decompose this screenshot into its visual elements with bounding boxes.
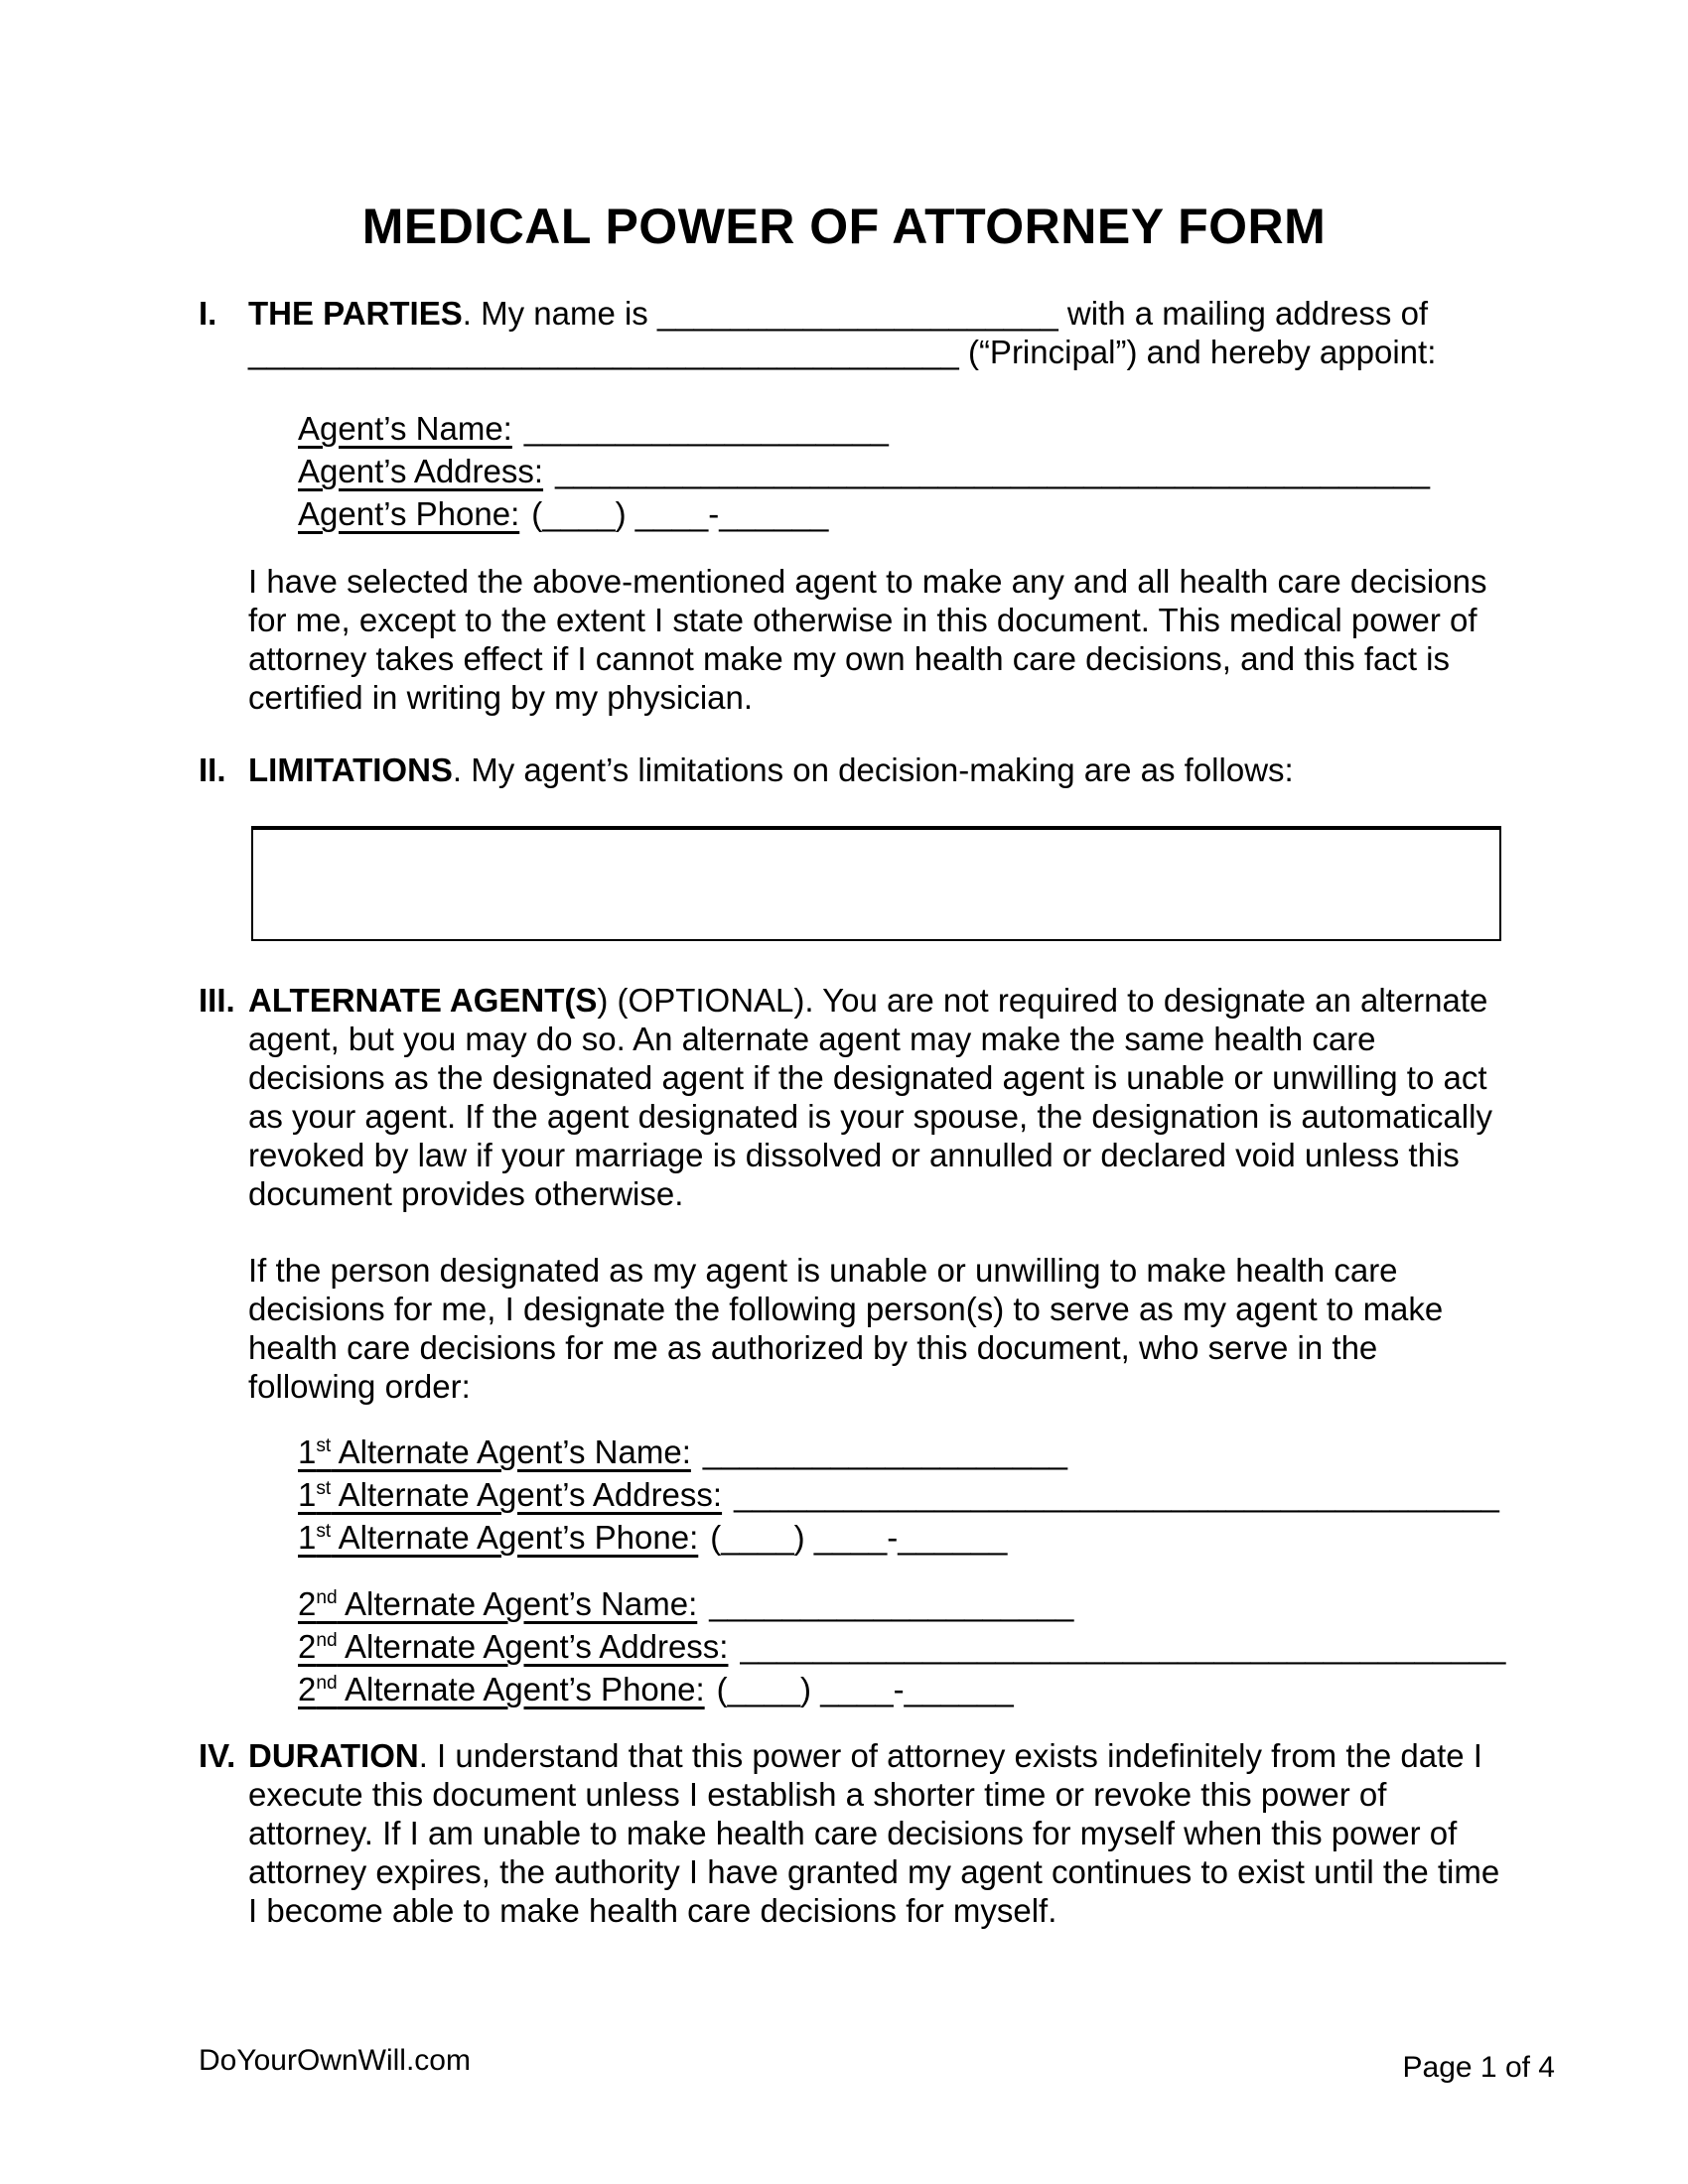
alt1-phone-blank[interactable]: (____) ____-______ xyxy=(710,1519,1008,1556)
first-alternate-agent-fields xyxy=(298,1431,1499,1559)
parties-after-address-text: (“Principal”) and hereby appoint: xyxy=(958,334,1437,370)
parties-paragraph: I have selected the above-mentioned agent to make any and all health care decisions for me, except to the extent I state otherwise in this document. This medical power of attorney takes effect if I cannot make my own health care decisions, and this fact is certified in writing by my physician. xyxy=(248,563,1487,716)
alt2-address-row xyxy=(298,1625,1505,1668)
alt1-name-row xyxy=(298,1431,1499,1473)
alt1-address-label: 1st Alternate Agent’s Address: xyxy=(298,1476,723,1513)
agent-phone-label: Agent’s Phone: xyxy=(298,495,520,532)
alt1-phone-label: 1st Alternate Agent’s Phone: xyxy=(298,1519,699,1556)
agent-name-blank[interactable]: ____________________ xyxy=(523,410,889,447)
alt2-phone-row xyxy=(298,1668,1505,1710)
section-parties-heading: THE PARTIES xyxy=(248,295,463,332)
parties-after-name-text: with a mailing address of xyxy=(1057,295,1429,332)
alt1-phone-row xyxy=(298,1516,1499,1559)
alt2-phone-blank[interactable]: (____) ____-______ xyxy=(716,1671,1014,1707)
agent-name-row xyxy=(298,407,1430,450)
agent-name-label: Agent’s Name: xyxy=(298,410,512,447)
alt1-address-row xyxy=(298,1473,1499,1516)
section-alternate xyxy=(199,981,1504,1213)
page-title: MEDICAL POWER OF ATTORNEY FORM xyxy=(361,199,1327,254)
alt1-name-blank[interactable]: ____________________ xyxy=(702,1433,1067,1470)
principal-name-blank[interactable]: ______________________ xyxy=(656,295,1058,332)
alt2-address-label: 2nd Alternate Agent’s Address: xyxy=(298,1628,729,1665)
alt1-name-label: 1st Alternate Agent’s Name: xyxy=(298,1433,691,1470)
section-alternate-numeral: III. xyxy=(199,982,235,1019)
section-alternate-text xyxy=(248,981,1504,1213)
agent-phone-blank[interactable]: (____) ____-______ xyxy=(531,495,829,532)
alt2-name-row xyxy=(298,1582,1505,1625)
agent-address-blank[interactable]: ________________________________________________ xyxy=(555,453,1431,489)
alt1-address-blank[interactable]: __________________________________________ xyxy=(734,1476,1499,1513)
limitations-input-box[interactable] xyxy=(251,826,1501,941)
agent-address-row xyxy=(298,450,1430,492)
alt2-name-ordinal-suffix: nd xyxy=(316,1587,338,1608)
footer-site-text: DoYourOwnWill.com xyxy=(199,2044,471,2077)
section-alternate-heading: ALTERNATE AGENT(S xyxy=(248,982,598,1019)
limitations-intro-text: . My agent’s limitations on decision-making are as follows: xyxy=(452,751,1294,788)
section-limitations-numeral: II. xyxy=(199,751,226,788)
section-limitations xyxy=(199,751,1504,789)
footer-page-number: Page 1 of 4 xyxy=(1402,2051,1555,2084)
alt2-name-blank[interactable]: ____________________ xyxy=(709,1585,1074,1622)
alt2-name-label: 2nd Alternate Agent’s Name: xyxy=(298,1585,698,1622)
page-footer xyxy=(199,2043,1555,2084)
section-duration-numeral: IV. xyxy=(199,1737,236,1774)
alternate-paragraph: If the person designated as my agent is unable or unwilling to make health care decisions for me, I designate the following person(s) to serve as my agent to make health care decisions for me as authorized by this document, who serve in the following order: xyxy=(248,1252,1444,1405)
alt1-address-ordinal-suffix: st xyxy=(316,1478,332,1499)
alt1-phone-ordinal-suffix: st xyxy=(316,1521,332,1542)
principal-address-blank[interactable]: _______________________________________ xyxy=(248,334,959,370)
agent-fields xyxy=(298,407,1430,535)
section-limitations-text xyxy=(248,751,1504,789)
agent-address-label: Agent’s Address: xyxy=(298,453,544,489)
section-duration-heading: DURATION xyxy=(248,1737,419,1774)
section-parties-numeral: I. xyxy=(199,295,217,332)
section-duration xyxy=(199,1736,1504,1930)
second-alternate-agent-fields xyxy=(298,1582,1505,1710)
alt2-address-ordinal-suffix: nd xyxy=(316,1630,338,1651)
alt1-name-ordinal-suffix: st xyxy=(316,1435,332,1456)
alt2-phone-ordinal-suffix: nd xyxy=(316,1673,338,1694)
parties-intro-text: . My name is xyxy=(462,295,657,332)
agent-phone-row xyxy=(298,492,1430,535)
alternate-intro-text: ) (OPTIONAL). You are not required to designate an alternate agent, but you may do so. An alternate agent may make the same health care decisions as the designated agent if the designated agent is unable or unwilling to act as your agent. If the agent designated is your spouse, the designation is automatically revoked by law if your marriage is dissolved or annulled or declared void unless this document provides otherwise. xyxy=(248,982,1492,1212)
section-parties xyxy=(199,294,1504,371)
section-limitations-heading: LIMITATIONS xyxy=(248,751,453,788)
alt2-address-blank[interactable]: __________________________________________ xyxy=(740,1628,1506,1665)
alt2-phone-label: 2nd Alternate Agent’s Phone: xyxy=(298,1671,705,1707)
section-parties-text xyxy=(248,294,1504,371)
section-duration-text xyxy=(248,1736,1504,1930)
duration-body-text: . I understand that this power of attorney exists indefinitely from the date I execute this document unless I establish a shorter time or revoke this power of attorney. If I am unable to make health care decisions for myself when this power of attorney expires, the authority I have granted my agent continues to exist until the time I become able to make health care decisions for myself. xyxy=(248,1737,1500,1929)
